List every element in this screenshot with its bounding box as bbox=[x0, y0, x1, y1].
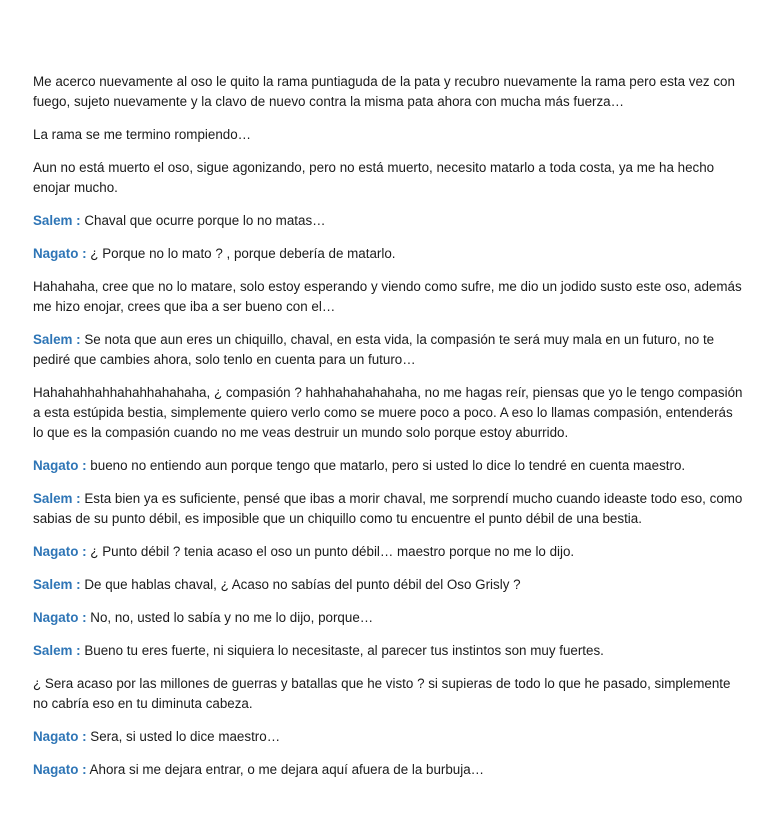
dialogue-line bbox=[33, 244, 745, 264]
speaker-name: Salem : bbox=[33, 332, 81, 347]
dialogue-text: Esta bien ya es suficiente, pensé que ibas a morir chaval, me sorprendí mucho cuando ideaste todo eso, como sabias de su punto débil, es imposible que un chiquillo como tu encuentre el punto débil de una bestia. bbox=[33, 491, 743, 526]
dialogue-line bbox=[33, 330, 745, 370]
speaker-name: Salem : bbox=[33, 491, 81, 506]
dialogue-line bbox=[33, 727, 745, 747]
paragraph bbox=[33, 72, 745, 112]
speaker-name: Salem : bbox=[33, 577, 81, 592]
document-body bbox=[33, 72, 745, 793]
dialogue-line bbox=[33, 211, 745, 231]
speaker-name: Nagato : bbox=[33, 610, 87, 625]
paragraph-text: Aun no está muerto el oso, sigue agonizando, pero no está muerto, necesito matarlo a toda costa, ya me ha hecho enojar mucho. bbox=[33, 160, 715, 195]
paragraph-text: ¿ Sera acaso por las millones de guerras y batallas que he visto ? si supieras de todo lo que he pasado, simplemente no cabría eso en tu diminuta cabeza. bbox=[33, 676, 731, 711]
speaker-name: Nagato : bbox=[33, 544, 87, 559]
dialogue-text: Sera, si usted lo dice maestro… bbox=[86, 729, 281, 744]
dialogue-line bbox=[33, 608, 745, 628]
paragraph-text: Hahahaha, cree que no lo matare, solo estoy esperando y viendo como sufre, me dio un jodido susto este oso, además me hizo enojar, crees que iba a ser bueno con el… bbox=[33, 279, 742, 314]
dialogue-text: De que hablas chaval, ¿ Acaso no sabías del punto débil del Oso Grisly ? bbox=[80, 577, 521, 592]
speaker-name: Nagato : bbox=[33, 458, 87, 473]
dialogue-line bbox=[33, 760, 745, 780]
dialogue-line bbox=[33, 641, 745, 661]
paragraph-text: La rama se me termino rompiendo… bbox=[33, 127, 252, 142]
paragraph bbox=[33, 125, 745, 145]
dialogue-text: bueno no entiendo aun porque tengo que matarlo, pero si usted lo dice lo tendré en cuenta maestro. bbox=[86, 458, 686, 473]
paragraph bbox=[33, 277, 745, 317]
dialogue-text: Chaval que ocurre porque lo no matas… bbox=[80, 213, 326, 228]
speaker-name: Nagato : bbox=[33, 246, 87, 261]
speaker-name: Nagato : bbox=[33, 762, 87, 777]
dialogue-text: No, no, usted lo sabía y no me lo dijo, porque… bbox=[86, 610, 374, 625]
paragraph bbox=[33, 674, 745, 714]
speaker-name: Salem : bbox=[33, 643, 81, 658]
dialogue-line bbox=[33, 489, 745, 529]
dialogue-text: ¿ Punto débil ? tenia acaso el oso un punto débil… maestro porque no me lo dijo. bbox=[86, 544, 575, 559]
paragraph bbox=[33, 383, 745, 443]
paragraph-text: Hahahahhahhahahhahahaha, ¿ compasión ? hahhahahahahaha, no me hagas reír, piensas que yo le tengo compasión a esta estúpida bestia, simplemente quiero verlo como se muere poco a poco. A eso lo llamas compasión, entenderás lo que es la compasión cuando no me veas destruir un mundo solo porque estoy aburrido. bbox=[33, 385, 743, 440]
dialogue-line bbox=[33, 456, 745, 476]
dialogue-line bbox=[33, 542, 745, 562]
dialogue-text: ¿ Porque no lo mato ? , porque debería de matarlo. bbox=[86, 246, 396, 261]
speaker-name: Salem : bbox=[33, 213, 81, 228]
paragraph-text: Me acerco nuevamente al oso le quito la rama puntiaguda de la pata y recubro nuevamente la rama pero esta vez con fuego, sujeto nuevamente y la clavo de nuevo contra la misma pata ahora con mucha más fuerza… bbox=[33, 74, 735, 109]
paragraph bbox=[33, 158, 745, 198]
dialogue-text: Se nota que aun eres un chiquillo, chaval, en esta vida, la compasión te será muy mala en un futuro, no te pediré que cambies ahora, solo tenlo en cuenta para un futuro… bbox=[33, 332, 715, 367]
dialogue-text: Bueno tu eres fuerte, ni siquiera lo necesitaste, al parecer tus instintos son muy fuertes. bbox=[80, 643, 604, 658]
dialogue-text: Ahora si me dejara entrar, o me dejara aquí afuera de la burbuja… bbox=[86, 762, 485, 777]
speaker-name: Nagato : bbox=[33, 729, 87, 744]
dialogue-line bbox=[33, 575, 745, 595]
